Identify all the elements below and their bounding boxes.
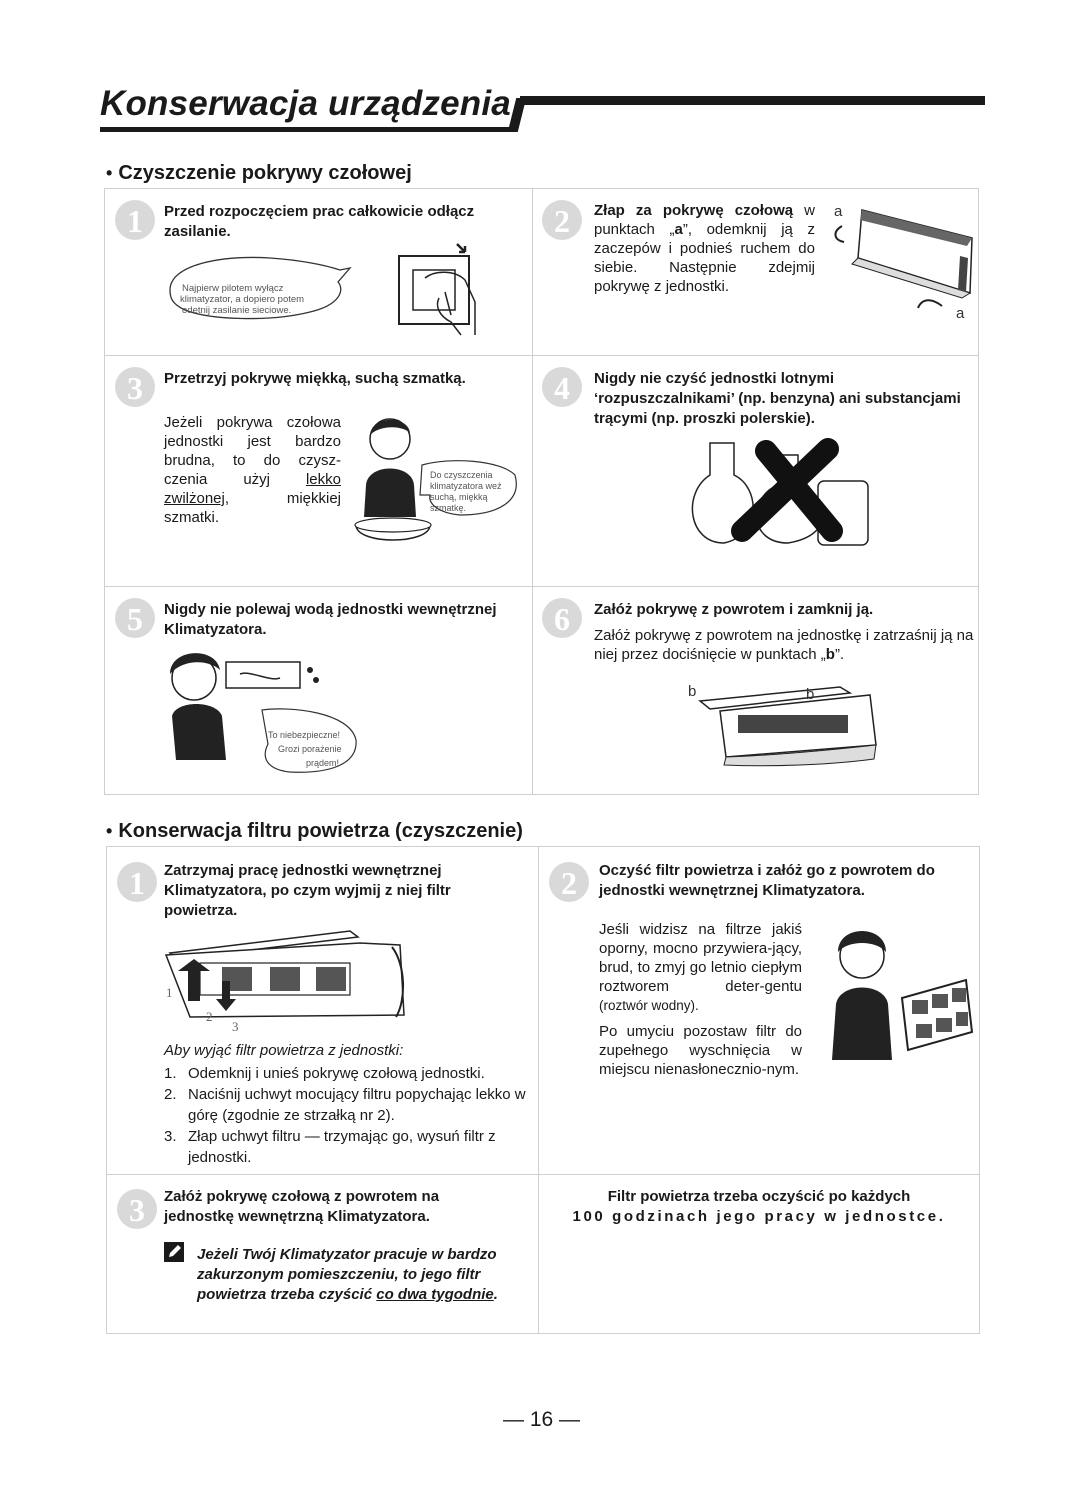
person-washing-cover-illustration xyxy=(350,405,525,555)
step-description: Jeżeli pokrywa czołowa jednostki jest bardzo brudna, to do czysz-czenia użyj lekko zwilżonej, miękkiej szmatki. xyxy=(164,414,341,526)
step-number-badge: 3 xyxy=(115,367,155,407)
list-item: 1. Odemknij i unieś pokrywę czołową jednostki. xyxy=(164,1065,485,1082)
step-description: Załóż pokrywę z powrotem na jednostkę i zatrzaśnij ją na niej przez dociśnięcie w punktach „b”. xyxy=(594,627,974,663)
bubble-line: suchą, miękką xyxy=(430,492,488,502)
bubble-line: Do czyszczenia xyxy=(430,470,493,480)
bubble-line: prądem! xyxy=(306,758,340,768)
forbidden-solvents-illustration xyxy=(688,435,878,550)
arrow-label: 3 xyxy=(232,1019,239,1034)
person-holding-filter-illustration xyxy=(818,920,973,1070)
step-number-badge: 2 xyxy=(549,862,589,902)
bubble-line: Grozi porażenie xyxy=(278,744,342,754)
title-rule xyxy=(520,96,985,105)
filter-removal-steps xyxy=(164,1063,529,1168)
bubble-line: Najpierw pilotem wyłącz xyxy=(182,283,284,294)
step-number-badge: 6 xyxy=(542,598,582,638)
step-instruction: Przetrzyj pokrywę miękką, suchą szmatką. xyxy=(164,370,466,387)
step-instruction: Załóż pokrywę z powrotem i zamknij ją. xyxy=(594,601,874,618)
page-number: — 16 — xyxy=(502,1408,581,1431)
step-number-badge: 3 xyxy=(117,1189,157,1229)
water-danger-illustration xyxy=(160,640,370,782)
filter-removal-illustration xyxy=(160,925,410,1035)
section-heading-front-cover: • Czyszczenie pokrywy czołowej xyxy=(106,162,412,184)
list-heading: Aby wyjąć filtr powietrza z jednostki: xyxy=(164,1042,404,1059)
point-label-a: a xyxy=(834,203,843,220)
section-heading-filter: • Konserwacja filtru powietrza (czyszczenie) xyxy=(106,820,523,842)
step-instruction: Nigdy nie czyść jednostki lotnymi ‘rozpuszczalnikami’ (np. benzyna) ani substancjami trącymi (np. proszki polerskie). xyxy=(594,370,961,427)
cover-closing-illustration xyxy=(680,675,880,770)
point-label-b: b xyxy=(688,683,697,700)
step-number-badge: 1 xyxy=(115,200,155,240)
step-number-badge: 2 xyxy=(542,200,582,240)
bullet-icon: • xyxy=(106,163,113,183)
filter-interval-note: Filtr powietrza trzeba oczyścić po każdych 100 godzinach jego pracy w jednostce. xyxy=(572,1188,946,1225)
bubble-line: klimatyzator, a dopiero potem xyxy=(180,294,305,305)
arrow-label: 2 xyxy=(206,1009,213,1024)
step-instruction: Zatrzymaj pracę jednostki wewnętrznej Klimatyzatora, po czym wyjmij z niej filtr powietrza. xyxy=(164,862,451,919)
bubble-line: klimatyzatora weź xyxy=(430,481,502,491)
point-label-a: a xyxy=(956,305,965,322)
wall-socket-unplug-illustration xyxy=(395,240,490,340)
bullet-icon: • xyxy=(106,821,113,841)
speech-bubble-illustration xyxy=(160,240,360,330)
step-instruction: Nigdy nie polewaj wodą jednostki wewnętrznej Klimatyzatora. xyxy=(164,601,497,638)
page-title: Konserwacja urządzenia xyxy=(100,84,511,123)
step-instruction: Oczyść filtr powietrza i załóż go z powrotem do jednostki wewnętrznej Klimatyzatora. xyxy=(599,862,935,899)
bubble-line: szmatkę. xyxy=(430,503,467,513)
step-instruction: Złap za pokrywę czołową w punktach „a”, odemknij ją z zaczepów i podnieś ruchem do siebie. Następnie zdejmij pokrywę z jednostki. xyxy=(594,202,815,295)
point-label-b: b xyxy=(806,686,815,703)
air-conditioner-cover-removal-illustration xyxy=(822,198,978,324)
list-item: 3. Złap uchwyt filtru — trzymając go, wysuń filtr z jednostki. xyxy=(164,1128,496,1166)
note-pencil-icon xyxy=(164,1242,184,1262)
step-description: Po umyciu pozostaw filtr do zupełnego wyschnięcia w miejscu nienasłonecznio-nym. xyxy=(599,1023,802,1078)
step-number-badge: 4 xyxy=(542,367,582,407)
step-number-badge: 5 xyxy=(115,598,155,638)
step-description: Jeśli widzisz na filtrze jakiś oporny, mocno przywiera-jący, brud, to zmyj go letnio ciepłym roztworem deter-gentu (roztwór wodny). xyxy=(599,921,802,1013)
bubble-line: To niebezpieczne! xyxy=(268,730,341,740)
note-text: Jeżeli Twój Klimatyzator pracuje w bardzo zakurzonym pomieszczeniu, to jego filtr powietrza trzeba czyścić co dwa tygodnie. xyxy=(197,1246,498,1303)
list-item: 2. Naciśnij uchwyt mocujący filtru popychając lekko w górę (zgodnie ze strzałką nr 2). xyxy=(164,1086,526,1124)
title-underline xyxy=(100,127,515,132)
step-instruction: Przed rozpoczęciem prac całkowicie odłącz zasilanie. xyxy=(164,203,475,240)
step-instruction: Załóż pokrywę czołową z powrotem na jednostkę wewnętrzną Klimatyzatora. xyxy=(164,1188,440,1225)
bubble-line: odetnij zasilanie sieciowe. xyxy=(182,305,292,316)
step-number-badge: 1 xyxy=(117,862,157,902)
arrow-label: 1 xyxy=(166,985,173,1000)
